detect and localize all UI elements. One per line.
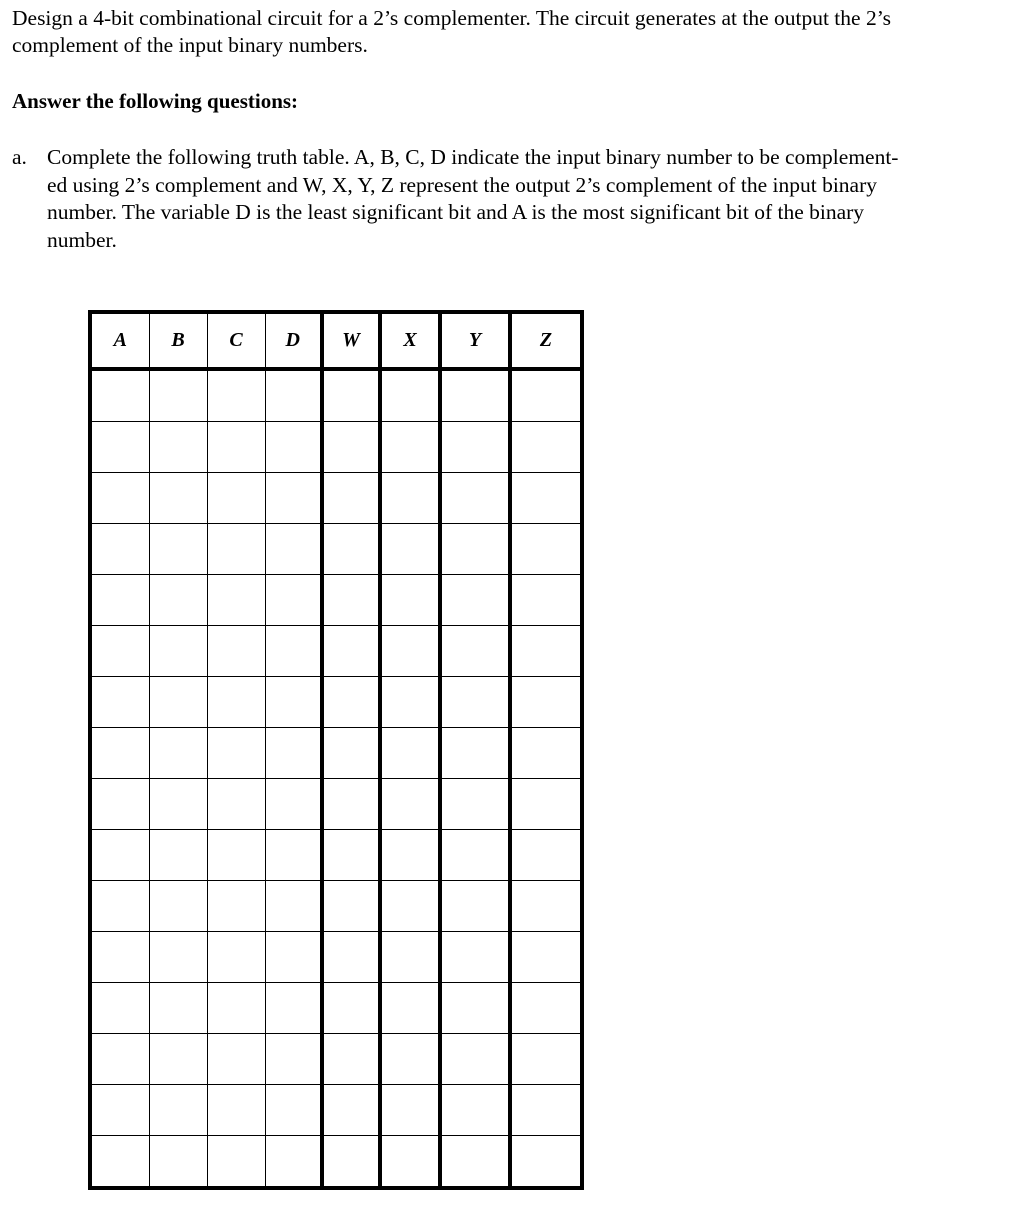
answer-cell-x[interactable] bbox=[380, 830, 440, 881]
answer-cell-w[interactable] bbox=[322, 983, 380, 1034]
table-row bbox=[90, 1136, 582, 1189]
answer-cell-c[interactable] bbox=[207, 779, 265, 830]
answer-cell-x[interactable] bbox=[380, 881, 440, 932]
answer-cell-z[interactable] bbox=[510, 728, 582, 779]
table-row bbox=[90, 677, 582, 728]
answer-cell-c[interactable] bbox=[207, 932, 265, 983]
table-row bbox=[90, 473, 582, 524]
answer-cell-w[interactable] bbox=[322, 677, 380, 728]
answer-cell-x[interactable] bbox=[380, 1136, 440, 1189]
header-x: X bbox=[380, 312, 440, 369]
answer-cell-b[interactable] bbox=[149, 677, 207, 728]
table-row bbox=[90, 626, 582, 677]
header-y: Y bbox=[440, 312, 510, 369]
answer-cell-z[interactable] bbox=[510, 932, 582, 983]
answer-cell-b[interactable] bbox=[149, 369, 207, 422]
answer-cell-a[interactable] bbox=[90, 779, 149, 830]
answer-cell-c[interactable] bbox=[207, 422, 265, 473]
answer-cell-x[interactable] bbox=[380, 422, 440, 473]
answer-cell-a[interactable] bbox=[90, 626, 149, 677]
answer-cell-d[interactable] bbox=[265, 881, 322, 932]
answer-cell-b[interactable] bbox=[149, 473, 207, 524]
answer-cell-a[interactable] bbox=[90, 830, 149, 881]
table-row bbox=[90, 830, 582, 881]
question-a-line-3: number. The variable D is the least significant bit and A is the most significant bit of the binary bbox=[47, 200, 865, 224]
question-a-text bbox=[47, 144, 1007, 254]
answer-cell-c[interactable] bbox=[207, 626, 265, 677]
answer-cell-z[interactable] bbox=[510, 575, 582, 626]
answer-cell-w[interactable] bbox=[322, 422, 380, 473]
answer-cell-d[interactable] bbox=[265, 369, 322, 422]
answer-cell-z[interactable] bbox=[510, 983, 582, 1034]
answer-cell-c[interactable] bbox=[207, 728, 265, 779]
answer-cell-a[interactable] bbox=[90, 575, 149, 626]
problem-statement-line-1: Design a 4-bit combinational circuit for a 2’s complementer. The circuit generates at the output the 2’s bbox=[12, 6, 892, 30]
answer-cell-a[interactable] bbox=[90, 983, 149, 1034]
question-a-line-1: Complete the following truth table. A, B, C, D indicate the input binary number to be complement- bbox=[47, 145, 899, 169]
answer-cell-c[interactable] bbox=[207, 677, 265, 728]
answer-cell-y[interactable] bbox=[440, 369, 510, 422]
answer-cell-z[interactable] bbox=[510, 830, 582, 881]
answer-cell-w[interactable] bbox=[322, 524, 380, 575]
answer-cell-w[interactable] bbox=[322, 779, 380, 830]
answer-cell-y[interactable] bbox=[440, 983, 510, 1034]
answer-cell-b[interactable] bbox=[149, 779, 207, 830]
answer-cell-z[interactable] bbox=[510, 677, 582, 728]
answer-cell-d[interactable] bbox=[265, 779, 322, 830]
answer-cell-a[interactable] bbox=[90, 473, 149, 524]
answer-cell-b[interactable] bbox=[149, 575, 207, 626]
answer-cell-d[interactable] bbox=[265, 1085, 322, 1136]
header-b: B bbox=[149, 312, 207, 369]
header-z: Z bbox=[510, 312, 582, 369]
answer-cell-a[interactable] bbox=[90, 677, 149, 728]
table-row bbox=[90, 983, 582, 1034]
table-row bbox=[90, 932, 582, 983]
table-row bbox=[90, 728, 582, 779]
answer-cell-a[interactable] bbox=[90, 881, 149, 932]
answer-cell-y[interactable] bbox=[440, 677, 510, 728]
answer-cell-a[interactable] bbox=[90, 932, 149, 983]
answer-cell-c[interactable] bbox=[207, 881, 265, 932]
answer-cell-x[interactable] bbox=[380, 983, 440, 1034]
answer-cell-x[interactable] bbox=[380, 1034, 440, 1085]
answer-cell-x[interactable] bbox=[380, 369, 440, 422]
truth-table bbox=[88, 310, 584, 1190]
answer-cell-d[interactable] bbox=[265, 626, 322, 677]
answer-cell-w[interactable] bbox=[322, 626, 380, 677]
answer-cell-c[interactable] bbox=[207, 575, 265, 626]
table-row bbox=[90, 1034, 582, 1085]
answer-cell-a[interactable] bbox=[90, 1085, 149, 1136]
answer-cell-d[interactable] bbox=[265, 422, 322, 473]
answer-cell-c[interactable] bbox=[207, 830, 265, 881]
table-row bbox=[90, 1085, 582, 1136]
answer-cell-c[interactable] bbox=[207, 1085, 265, 1136]
table-row bbox=[90, 524, 582, 575]
answer-cell-x[interactable] bbox=[380, 473, 440, 524]
answer-cell-w[interactable] bbox=[322, 1034, 380, 1085]
answer-cell-z[interactable] bbox=[510, 626, 582, 677]
answer-cell-y[interactable] bbox=[440, 575, 510, 626]
answer-cell-z[interactable] bbox=[510, 1085, 582, 1136]
answer-cell-a[interactable] bbox=[90, 369, 149, 422]
answer-cell-z[interactable] bbox=[510, 881, 582, 932]
answer-cell-a[interactable] bbox=[90, 1034, 149, 1085]
answer-cell-z[interactable] bbox=[510, 779, 582, 830]
answer-cell-b[interactable] bbox=[149, 626, 207, 677]
answer-cell-x[interactable] bbox=[380, 932, 440, 983]
answer-cell-z[interactable] bbox=[510, 473, 582, 524]
question-a-line-2: ed using 2’s complement and W, X, Y, Z represent the output 2’s complement of the input binary bbox=[47, 172, 877, 197]
answer-cell-y[interactable] bbox=[440, 473, 510, 524]
truth-table-body bbox=[90, 369, 582, 1188]
answer-cell-c[interactable] bbox=[207, 369, 265, 422]
table-row bbox=[90, 369, 582, 422]
answer-cell-z[interactable] bbox=[510, 1136, 582, 1189]
answer-cell-y[interactable] bbox=[440, 1136, 510, 1189]
answer-cell-z[interactable] bbox=[510, 422, 582, 473]
answer-cell-b[interactable] bbox=[149, 1034, 207, 1085]
answer-cell-x[interactable] bbox=[380, 524, 440, 575]
answer-cell-b[interactable] bbox=[149, 932, 207, 983]
answer-cell-y[interactable] bbox=[440, 830, 510, 881]
answer-cell-c[interactable] bbox=[207, 983, 265, 1034]
answer-cell-d[interactable] bbox=[265, 1136, 322, 1189]
answer-cell-d[interactable] bbox=[265, 524, 322, 575]
answer-cell-d[interactable] bbox=[265, 677, 322, 728]
answer-cell-a[interactable] bbox=[90, 422, 149, 473]
answer-cell-b[interactable] bbox=[149, 1136, 207, 1189]
answer-cell-w[interactable] bbox=[322, 575, 380, 626]
answer-cell-y[interactable] bbox=[440, 932, 510, 983]
answer-cell-y[interactable] bbox=[440, 626, 510, 677]
answer-cell-a[interactable] bbox=[90, 728, 149, 779]
table-row bbox=[90, 779, 582, 830]
header-w: W bbox=[322, 312, 380, 369]
answer-cell-x[interactable] bbox=[380, 1085, 440, 1136]
answer-cell-c[interactable] bbox=[207, 473, 265, 524]
answer-cell-z[interactable] bbox=[510, 524, 582, 575]
answer-cell-y[interactable] bbox=[440, 779, 510, 830]
header-c: C bbox=[207, 312, 265, 369]
table-row bbox=[90, 881, 582, 932]
answer-cell-c[interactable] bbox=[207, 1034, 265, 1085]
answer-cell-x[interactable] bbox=[380, 779, 440, 830]
answer-cell-w[interactable] bbox=[322, 1136, 380, 1189]
answer-cell-x[interactable] bbox=[380, 626, 440, 677]
answer-cell-a[interactable] bbox=[90, 1136, 149, 1189]
answer-cell-c[interactable] bbox=[207, 524, 265, 575]
header-d: D bbox=[265, 312, 322, 369]
answer-cell-y[interactable] bbox=[440, 1034, 510, 1085]
answer-cell-w[interactable] bbox=[322, 473, 380, 524]
answer-cell-b[interactable] bbox=[149, 830, 207, 881]
answer-cell-b[interactable] bbox=[149, 728, 207, 779]
question-a-marker: a. bbox=[12, 145, 27, 169]
header-a: A bbox=[90, 312, 149, 369]
answer-cell-d[interactable] bbox=[265, 932, 322, 983]
answer-cell-d[interactable] bbox=[265, 575, 322, 626]
answer-cell-x[interactable] bbox=[380, 575, 440, 626]
table-row bbox=[90, 575, 582, 626]
answer-cell-y[interactable] bbox=[440, 422, 510, 473]
answer-cell-w[interactable] bbox=[322, 881, 380, 932]
answer-cell-d[interactable] bbox=[265, 728, 322, 779]
problem-statement bbox=[12, 5, 1012, 59]
answer-cell-z[interactable] bbox=[510, 369, 582, 422]
question-a-line-4: number. bbox=[47, 227, 117, 252]
answer-cell-d[interactable] bbox=[265, 983, 322, 1034]
answer-cell-w[interactable] bbox=[322, 932, 380, 983]
answer-cell-d[interactable] bbox=[265, 1034, 322, 1085]
answer-cell-x[interactable] bbox=[380, 677, 440, 728]
truth-table-header-row bbox=[90, 312, 582, 369]
table-row bbox=[90, 422, 582, 473]
answer-cell-w[interactable] bbox=[322, 369, 380, 422]
answer-cell-w[interactable] bbox=[322, 728, 380, 779]
answer-cell-c[interactable] bbox=[207, 1136, 265, 1189]
answer-cell-y[interactable] bbox=[440, 728, 510, 779]
problem-statement-line-2: complement of the input binary numbers. bbox=[12, 33, 368, 57]
answer-cell-z[interactable] bbox=[510, 1034, 582, 1085]
answer-cell-b[interactable] bbox=[149, 1085, 207, 1136]
answer-cell-d[interactable] bbox=[265, 473, 322, 524]
answer-cell-d[interactable] bbox=[265, 830, 322, 881]
questions-heading: Answer the following questions: bbox=[12, 89, 299, 113]
answer-cell-a[interactable] bbox=[90, 524, 149, 575]
answer-cell-y[interactable] bbox=[440, 1085, 510, 1136]
answer-cell-b[interactable] bbox=[149, 524, 207, 575]
answer-cell-x[interactable] bbox=[380, 728, 440, 779]
answer-cell-b[interactable] bbox=[149, 422, 207, 473]
answer-cell-y[interactable] bbox=[440, 524, 510, 575]
answer-cell-w[interactable] bbox=[322, 1085, 380, 1136]
answer-cell-w[interactable] bbox=[322, 830, 380, 881]
answer-cell-y[interactable] bbox=[440, 881, 510, 932]
answer-cell-b[interactable] bbox=[149, 881, 207, 932]
answer-cell-b[interactable] bbox=[149, 983, 207, 1034]
